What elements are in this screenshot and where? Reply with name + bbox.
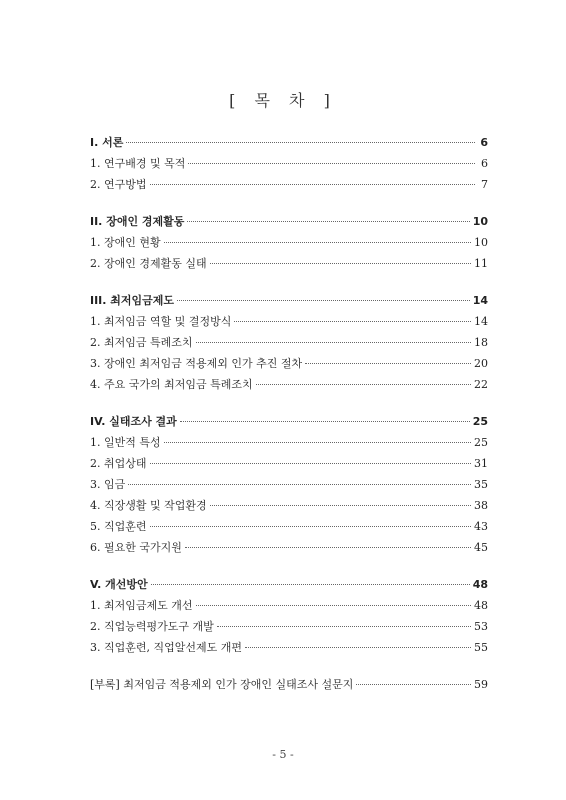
toc-page-number: 48 bbox=[474, 599, 488, 612]
toc-entry[interactable] bbox=[90, 153, 488, 174]
toc-heading[interactable] bbox=[90, 574, 488, 595]
toc-page-number: 10 bbox=[474, 236, 488, 249]
toc-heading[interactable] bbox=[90, 132, 488, 153]
toc-entry[interactable] bbox=[90, 332, 488, 353]
toc-page-number: 14 bbox=[474, 315, 488, 328]
dot-leader bbox=[196, 605, 472, 606]
dot-leader bbox=[150, 184, 476, 185]
toc-appendix bbox=[90, 674, 488, 695]
toc-entry[interactable] bbox=[90, 311, 488, 332]
dot-leader bbox=[196, 342, 472, 343]
page-number-footer: - 5 - bbox=[272, 748, 294, 761]
toc-heading-label: III. 최저임금제도 bbox=[90, 294, 175, 307]
dot-leader bbox=[305, 363, 471, 364]
toc-entry-label: 2. 연구방법 bbox=[90, 178, 147, 191]
toc-heading-label: V. 개선방안 bbox=[90, 578, 148, 591]
toc-heading[interactable] bbox=[90, 290, 488, 311]
toc-heading-label: IV. 실태조사 결과 bbox=[90, 415, 177, 428]
dot-leader bbox=[245, 647, 471, 648]
toc-entry[interactable] bbox=[90, 174, 488, 195]
toc-entry[interactable] bbox=[90, 516, 488, 537]
dot-leader bbox=[210, 505, 471, 506]
dot-leader bbox=[187, 221, 469, 222]
toc-page-number: 25 bbox=[474, 436, 488, 449]
dot-leader bbox=[185, 547, 471, 548]
dot-leader bbox=[150, 526, 472, 527]
toc-entry-appendix[interactable] bbox=[90, 674, 488, 695]
toc-entry-label: 2. 취업상태 bbox=[90, 457, 147, 470]
toc-page-number: 14 bbox=[472, 294, 488, 307]
toc-entry-label: 2. 직업능력평가도구 개발 bbox=[90, 620, 214, 633]
toc-entry-label: 4. 주요 국가의 최저임금 특례조치 bbox=[90, 378, 253, 391]
toc-entry-label: 1. 일반적 특성 bbox=[90, 436, 161, 449]
toc-page-number: 45 bbox=[474, 541, 488, 554]
dot-leader bbox=[128, 484, 471, 485]
toc-entry[interactable] bbox=[90, 495, 488, 516]
toc-entry[interactable] bbox=[90, 253, 488, 274]
toc-entry-label: 2. 최저임금 특례조치 bbox=[90, 336, 193, 349]
toc-page-number: 6 bbox=[480, 136, 488, 149]
toc-page-number: 38 bbox=[474, 499, 488, 512]
toc-page-number: 55 bbox=[474, 641, 488, 654]
toc-page-number: 59 bbox=[474, 678, 488, 691]
toc-page-number: 22 bbox=[474, 378, 488, 391]
toc-entry[interactable] bbox=[90, 616, 488, 637]
toc-page-number: 53 bbox=[474, 620, 488, 633]
toc-entry[interactable] bbox=[90, 537, 488, 558]
toc-entry-label: 3. 장애인 최저임금 적용제외 인가 추진 절차 bbox=[90, 357, 303, 370]
toc-page-number: 43 bbox=[474, 520, 488, 533]
toc-heading[interactable] bbox=[90, 211, 488, 232]
toc-page-number: 48 bbox=[472, 578, 488, 591]
toc-entry-label: 1. 최저임금제도 개선 bbox=[90, 599, 193, 612]
toc-entry-label: 5. 직업훈련 bbox=[90, 520, 147, 533]
toc-entry-label: 3. 임금 bbox=[90, 478, 126, 491]
toc-entry[interactable] bbox=[90, 353, 488, 374]
toc-heading[interactable] bbox=[90, 411, 488, 432]
toc-entry[interactable] bbox=[90, 232, 488, 253]
dot-leader bbox=[356, 684, 471, 685]
toc-page-number: 20 bbox=[474, 357, 488, 370]
toc-page-number: 7 bbox=[481, 178, 488, 191]
dot-leader bbox=[210, 263, 471, 264]
dot-leader bbox=[256, 384, 471, 385]
toc-entry[interactable] bbox=[90, 453, 488, 474]
toc-page-number: 6 bbox=[481, 157, 488, 170]
toc-entry-label: 6. 필요한 국가지원 bbox=[90, 541, 182, 554]
dot-leader bbox=[234, 321, 471, 322]
toc-entry[interactable] bbox=[90, 474, 488, 495]
toc-page-number: 35 bbox=[474, 478, 488, 491]
toc-entry[interactable] bbox=[90, 595, 488, 616]
toc-title: [ 목 차 ] bbox=[229, 91, 337, 110]
toc-entry[interactable] bbox=[90, 637, 488, 658]
toc-section-1 bbox=[90, 132, 488, 195]
toc-page-number: 18 bbox=[474, 336, 488, 349]
toc-heading-label: I. 서론 bbox=[90, 136, 124, 149]
toc-page-number: 10 bbox=[472, 215, 488, 228]
dot-leader bbox=[217, 626, 471, 627]
toc-entry-label: 4. 직장생활 및 작업환경 bbox=[90, 499, 207, 512]
dot-leader bbox=[180, 421, 470, 422]
dot-leader bbox=[150, 463, 472, 464]
toc-section-2 bbox=[90, 211, 488, 274]
toc-entry-label: 1. 최저임금 역할 및 결정방식 bbox=[90, 315, 232, 328]
toc-page-number: 11 bbox=[474, 257, 488, 270]
toc-heading-label: II. 장애인 경제활동 bbox=[90, 215, 185, 228]
dot-leader bbox=[188, 163, 475, 164]
toc-section-5 bbox=[90, 574, 488, 658]
toc-entry-label: 1. 연구배경 및 목적 bbox=[90, 157, 186, 170]
dot-leader bbox=[164, 442, 471, 443]
toc-entry[interactable] bbox=[90, 374, 488, 395]
toc-entry-label: [부록] 최저임금 적용제외 인가 장애인 실태조사 설문지 bbox=[90, 678, 354, 691]
dot-leader bbox=[126, 142, 475, 143]
toc-entry[interactable] bbox=[90, 432, 488, 453]
dot-leader bbox=[177, 300, 470, 301]
toc-section-3 bbox=[90, 290, 488, 395]
toc-entry-label: 1. 장애인 현황 bbox=[90, 236, 161, 249]
toc-entry-label: 2. 장애인 경제활동 실태 bbox=[90, 257, 207, 270]
toc-page-number: 31 bbox=[474, 457, 488, 470]
dot-leader bbox=[151, 584, 470, 585]
dot-leader bbox=[164, 242, 471, 243]
toc-entry-label: 3. 직업훈련, 직업알선제도 개편 bbox=[90, 641, 242, 654]
toc-page-number: 25 bbox=[472, 415, 488, 428]
table-of-contents bbox=[90, 132, 488, 711]
toc-section-4 bbox=[90, 411, 488, 558]
